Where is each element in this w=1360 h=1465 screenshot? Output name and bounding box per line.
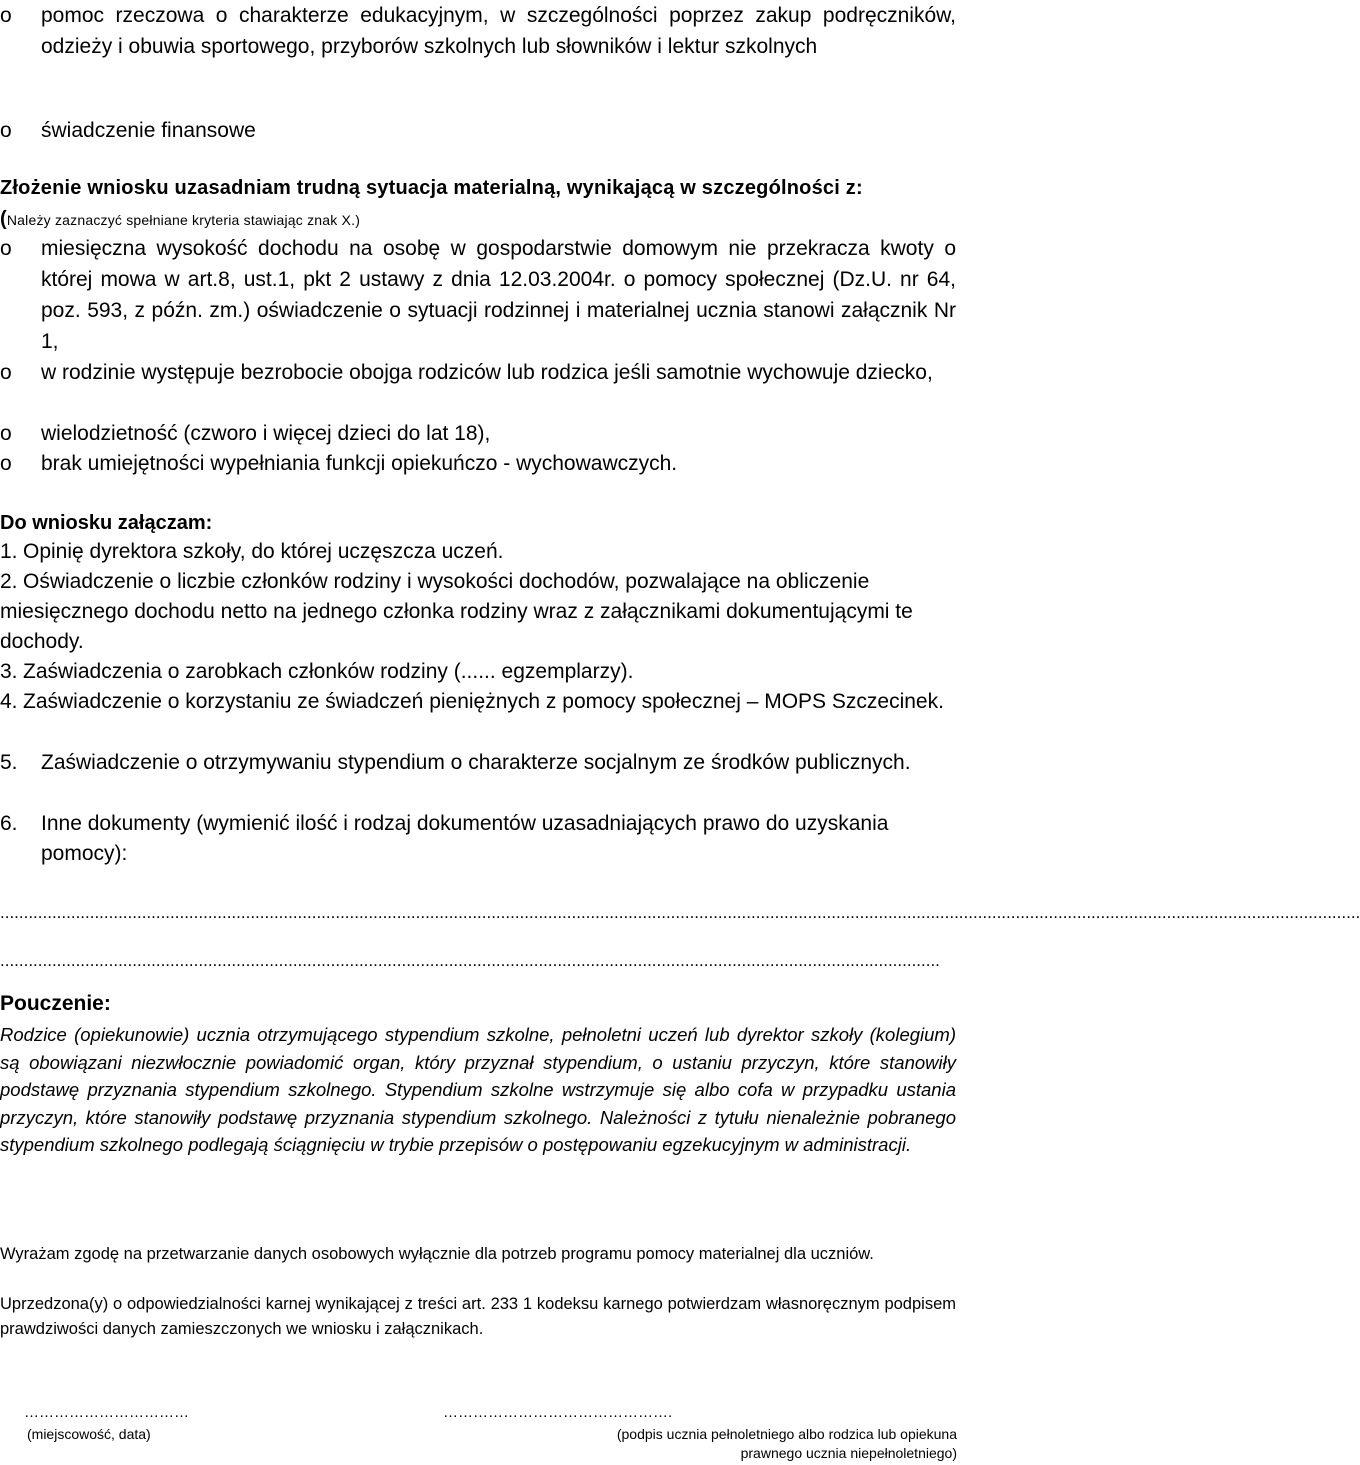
attachment-number: 4.	[0, 690, 18, 713]
aid-type-text: pomoc rzeczowa o charakterze edukacyjnym, w szczególności poprzez zakup podręczników, odzieży i obuwia sportowego, przyborów szkolnych lub słowników i lektur szkolnych	[41, 4, 956, 58]
bullet-mark: o	[0, 4, 12, 27]
attachment-number: 3.	[0, 660, 18, 683]
bullet-mark: o	[0, 361, 12, 384]
criterion-income	[0, 233, 956, 357]
attachment-text: Opinię dyrektora szkoły, do której uczęszcza uczeń.	[23, 540, 504, 563]
justification-heading	[0, 173, 900, 236]
criterion-large-family	[0, 418, 956, 449]
bullet-mark: o	[0, 237, 12, 260]
attachments-heading: Do wniosku załączam:	[0, 512, 213, 534]
attachment-text: Zaświadczenie o otrzymywaniu stypendium o charakterze socjalnym ze środków publicznych.	[41, 751, 911, 774]
attachment-item-5	[0, 748, 956, 778]
justification-heading-text: Złożenie wniosku uzasadniam trudną sytuacja materialną, wynikającą w szczególności z: (	[0, 177, 863, 230]
criterion-text: brak umiejętności wypełniania funkcji opiekuńczo - wychowawczych.	[41, 452, 678, 475]
bullet-mark: o	[0, 452, 12, 475]
attachment-text: Inne dokumenty (wymienić ilość i rodzaj dokumentów uzasadniających prawo do uzyskania pomocy):	[41, 812, 889, 865]
fill-in-line-2: .......................................................................................................................................................................................................	[0, 951, 940, 970]
attachment-item-6	[0, 809, 956, 869]
attachment-item-3	[0, 657, 956, 687]
place-date-line: ……………………………	[24, 1404, 189, 1421]
attachment-item-1	[0, 537, 956, 567]
criterion-care-functions	[0, 448, 956, 479]
signature-line: ……………………………………….	[443, 1404, 673, 1421]
attachment-number: 6.	[0, 812, 18, 835]
bullet-mark: o	[0, 119, 12, 142]
attachment-item-4	[0, 687, 956, 717]
fill-in-line-1: ................................................................................................................................................................................................................................................................................................	[0, 903, 1360, 922]
aid-type-item-material	[0, 0, 956, 62]
criterion-text: w rodzinie występuje bezrobocie obojga rodziców lub rodzica jeśli samotnie wychowuje dziecko,	[41, 361, 933, 384]
consent-statement: Wyrażam zgodę na przetwarzanie danych osobowych wyłącznie dla potrzeb programu pomocy materialnej dla uczniów.	[0, 1245, 874, 1263]
aid-type-item-financial	[0, 115, 956, 146]
instruction-text: Rodzice (opiekunowie) ucznia otrzymującego stypendium szkolne, pełnoletni uczeń lub dyrektor szkoły (kolegium) są obowiązani niezwłocznie powiadomić organ, który przyznał stypendium, o ustaniu przyczyn, które stanowiły podstawę przyznania stypendium szkolnego. Stypendium szkolne wstrzymuje się albo cofa w przypadku ustania przyczyn, które stanowiły podstawę przyznania stypendium szkolnego. Należności z tytułu nienależnie pobranego stypendium szkolnego podlegają ściągnięciu w trybie przepisów o postępowaniu egzekucyjnym w administracji.	[0, 1024, 956, 1155]
justification-close: )	[355, 212, 361, 228]
criterion-unemployment	[0, 357, 956, 388]
attachment-number: 5.	[0, 751, 18, 774]
signature-label-2: prawnego ucznia niepełnoletniego)	[740, 1445, 957, 1461]
bullet-mark: o	[0, 422, 12, 445]
attachment-text: Zaświadczenie o korzystaniu ze świadczeń pieniężnych z pomocy społecznej – MOPS Szczecinek.	[23, 690, 944, 713]
attachment-text: Oświadczenie o liczbie członków rodziny i wysokości dochodów, pozwalające na obliczenie miesięcznego dochodu netto na jednego członka rodziny wraz z załącznikami dokumentującymi te dochody.	[0, 570, 913, 653]
signature-label-1: (podpis ucznia pełnoletniego albo rodzica lub opiekuna	[616, 1426, 957, 1442]
attachment-item-2	[0, 567, 956, 657]
attachment-number: 1.	[0, 540, 18, 563]
instruction-title: Pouczenie:	[0, 992, 111, 1015]
place-date-label: (miejscowość, data)	[27, 1426, 151, 1442]
aid-type-text: świadczenie finansowe	[41, 119, 256, 142]
criterion-text: wielodzietność (czworo i więcej dzieci do lat 18),	[41, 422, 491, 445]
justification-note: Należy zaznaczyć spełniane kryteria stawiając znak X.	[6, 212, 356, 228]
liability-statement: Uprzedzona(y) o odpowiedzialności karnej wynikającej z treści art. 233 1 kodeksu karnego potwierdzam własnoręcznym podpisem prawdziwości danych zamieszczonych we wniosku i załącznikach.	[0, 1295, 956, 1338]
criterion-text: miesięczna wysokość dochodu na osobę w gospodarstwie domowym nie przekracza kwoty o której mowa w art.8, ust.1, pkt 2 ustawy z dnia 12.03.2004r. o pomocy społecznej (Dz.U. nr 64, poz. 593, z późn. zm.) oświadczenie o sytuacji rodzinnej i materialnej ucznia stanowi załącznik Nr 1,	[41, 237, 956, 353]
attachment-number: 2.	[0, 570, 18, 593]
attachment-text: Zaświadczenia o zarobkach członków rodziny (...... egzemplarzy).	[23, 660, 634, 683]
